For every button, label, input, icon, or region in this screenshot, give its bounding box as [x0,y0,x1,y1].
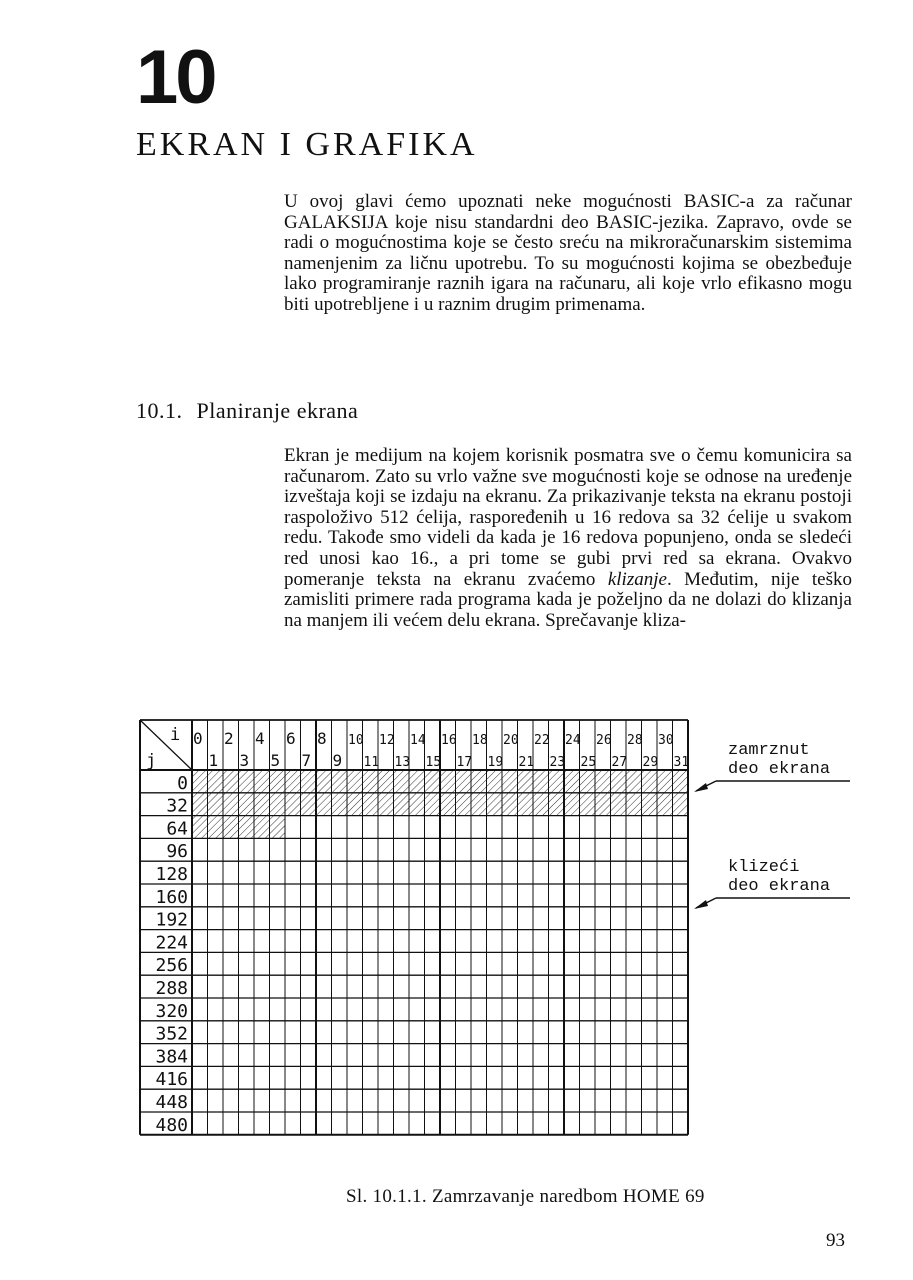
chapter-title: EKRAN I GRAFIKA [136,126,478,163]
scroll-area-label [728,858,830,896]
column-label: 3 [239,751,250,770]
row-label: 480 [155,1114,188,1136]
column-label: 27 [611,755,628,770]
row-label: 96 [166,841,188,863]
row-label: 32 [166,795,188,817]
column-label: 28 [627,733,643,748]
column-label: 1 [208,751,219,770]
column-label: 8 [317,729,327,748]
row-label: 0 [177,772,188,794]
body-text-start: Ekran je medijum na kojem korisnik posmatra sve o čemu komunicira sa računarom. Zato su vrlo važne sve mogućnosti koje se odnose na uređenje izveštaja koji se izdaju na ekranu. Za prikazivanje teksta na ekranu postoji raspoloživo 512 ćelija, raspoređenih u 16 redova sa 32 ćelije u svakom redu. Takođe smo videli da kada je 16 redova popunjeno, onda se sledeći red unosi kao 16., a pri tome se gubi prvi red sa ekrana. Ovakvo pomeranje teksta na ekranu zvaćemo [284,445,852,590]
scroll-label-line-2: deo ekrana [728,877,831,896]
scroll-arrow [694,898,850,909]
column-label: 26 [596,733,612,748]
frozen-label-line-2: deo ekrana [728,760,831,779]
intro-paragraph: U ovoj glavi ćemo upoznati neke mogućnosti BASIC-a za računar GALAKSIJA koje nisu standardni deo BASIC-jezika. Zapravo, ovde se radi o mogućnostima koje se često sreću na mikroračunarskim sistemima namenjenim za ličnu upotrebu. To su mogućnosti kojima se obezbeđuje lako programiranje raznih igara na računaru, ali koje vrlo efikasno mogu biti upotrebljene i u raznim drugim primenama. [284,191,852,315]
row-label: 160 [155,886,188,908]
scroll-label-line-1: klizeći [728,858,800,877]
column-label: 23 [549,755,566,770]
column-label: 13 [394,755,411,770]
column-label: 7 [301,751,312,770]
frozen-arrow [694,781,850,792]
column-label: 10 [348,733,364,748]
figure-caption: Sl. 10.1.1. Zamrzavanje naredbom HOME 69 [346,1186,705,1207]
chapter-number: 10 [136,35,215,120]
column-label: 0 [193,729,203,748]
row-label: 416 [155,1069,188,1091]
column-label: 25 [580,755,597,770]
column-label: 21 [518,755,535,770]
column-label: 4 [255,729,265,748]
column-label: 29 [642,755,659,770]
column-label: 16 [441,733,457,748]
section-title: Planiranje ekrana [196,398,359,423]
row-label: 224 [155,932,188,954]
term-klizanje: klizanje [607,568,667,590]
row-label: 448 [155,1092,188,1113]
frozen-area-label [728,741,830,779]
section-number: 10.1. [136,398,183,423]
column-label: 30 [658,733,674,748]
column-label: 31 [673,755,690,770]
row-label: 192 [155,909,188,931]
column-label: 11 [363,755,380,770]
column-label: 20 [503,733,519,748]
row-label: 128 [155,864,188,885]
page-number: 93 [826,1230,845,1251]
column-label: 5 [270,751,281,770]
column-label: 17 [456,755,473,770]
column-label: 24 [565,733,581,748]
column-label: 18 [472,733,488,748]
column-label: 14 [410,733,426,748]
frozen-label-line-1: zamrznut [728,741,810,760]
row-label: 384 [155,1046,188,1068]
column-label: 22 [534,733,550,748]
row-label: 352 [155,1023,188,1045]
column-label: 6 [286,729,296,748]
column-label: 15 [425,755,442,770]
header-j-label: j [146,751,157,771]
row-label: 320 [155,1000,188,1022]
header-i-label: i [170,725,181,745]
column-label: 9 [332,751,343,770]
row-label: 288 [155,978,188,999]
column-label: 19 [487,755,504,770]
column-label: 12 [379,733,395,748]
row-label: 64 [166,818,188,840]
column-label: 2 [224,729,234,748]
body-text-end: . Međutim, nije teško zamisliti primere rada programa kada je poželjno da ne dolazi do klizanja na manjem ili većem delu ekrana. Sprečavanje kliza- [284,568,853,631]
row-label: 256 [155,955,188,977]
